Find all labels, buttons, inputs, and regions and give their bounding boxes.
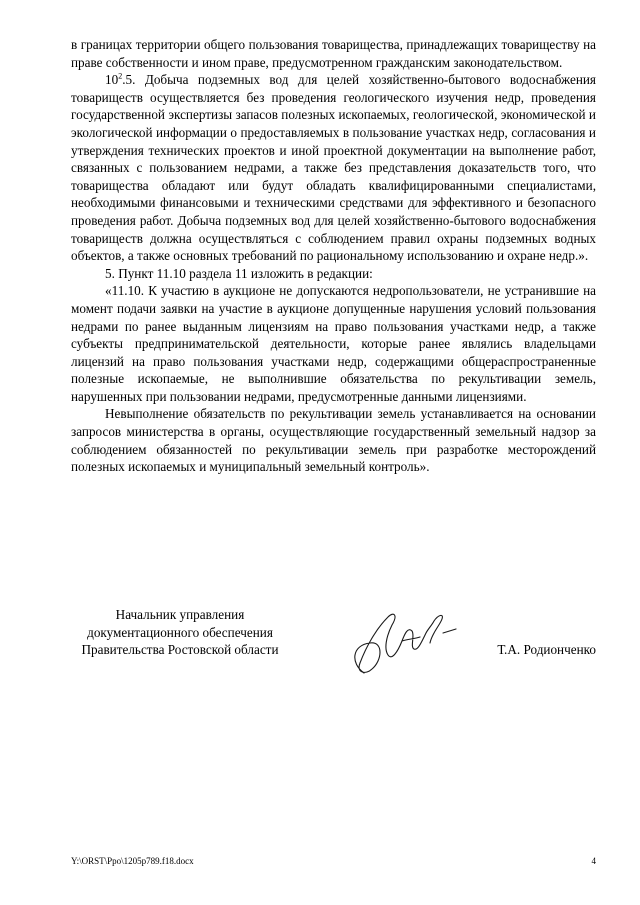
signer-title [60, 606, 300, 659]
clause-number-rest: .5. [122, 72, 136, 88]
handwritten-signature [342, 603, 462, 683]
paragraph-clause-11-10: «11.10. К участию в аукционе не допускаются недропользователи, не устранившие на момент подачи заявки на участие в аукционе допущенные нарушения условий пользования недрами по ранее выданным лицензиям на право пользования участками недр, а также субъекты предпринимательской деятельности, которые ранее являлись владельцами лицензий на право пользования участками недр, содержащими общераспространенные полезные ископаемые, не выполнившие обязательства по рекультивации земель, нарушенных при пользовании недрами, предусмотренные данными лицензиями. [71, 283, 596, 404]
clause-number-base: 10 [105, 72, 119, 88]
paragraph-clause-10-2-5 [71, 71, 596, 265]
document-body [71, 36, 596, 476]
footer-file-path: Y:\ORST\Ppo\1205p789.f18.docx [71, 856, 194, 866]
paragraph-item-5: 5. Пункт 11.10 раздела 11 изложить в редакции: [105, 265, 373, 281]
signature-scribble [342, 603, 462, 683]
page-number: 4 [591, 856, 596, 866]
signer-title-line-2: документационного обеспечения [87, 624, 273, 640]
paragraph-non-fulfillment: Невыполнение обязательств по рекультивации земель устанавливается на основании запросов министерства в органы, осуществляющие государственный земельный надзор за соблюдением обязанностей по рекультивации земель при разработке месторождений полезных ископаемых и муниципальный земельный контроль». [71, 406, 596, 475]
signer-title-line-1: Начальник управления [115, 607, 245, 622]
paragraph-continuation: в границах территории общего пользования товарищества, принадлежащих товариществу на праве собственности и ином праве, предусмотренном гражданским законодательством. [71, 37, 596, 70]
signer-title-line-3: Правительства Ростовской области [81, 642, 279, 658]
signer-name: Т.А. Родионченко [497, 642, 596, 657]
clause-text: Добыча подземных вод для целей хозяйственно-бытового водоснабжения товариществ осуществляется без проведения геологического изучения недр, проведения государственной экспертизы запасов полезных ископаемых, геологической, экономической и экологической информации о предоставляемых в пользование участках недр, согласования и утверждения технических проектов и иной проектной документации на выполнение работ, связанных с пользованием недрами, а также без представления доказательств того, что товарищества обладают или будут обладать квалифицированными специалистами, необходимыми финансовыми и техническими средствами для эффективного и безопасного проведения работ. Добыча подземных вод для целей хозяйственно-бытового водоснабжения товариществ должна осуществляться с соблюдением правил охраны подземных водных объектов, а также основных требований по рациональному использованию и охране недр.». [71, 72, 596, 264]
clause-number-superscript: 2 [118, 71, 123, 81]
